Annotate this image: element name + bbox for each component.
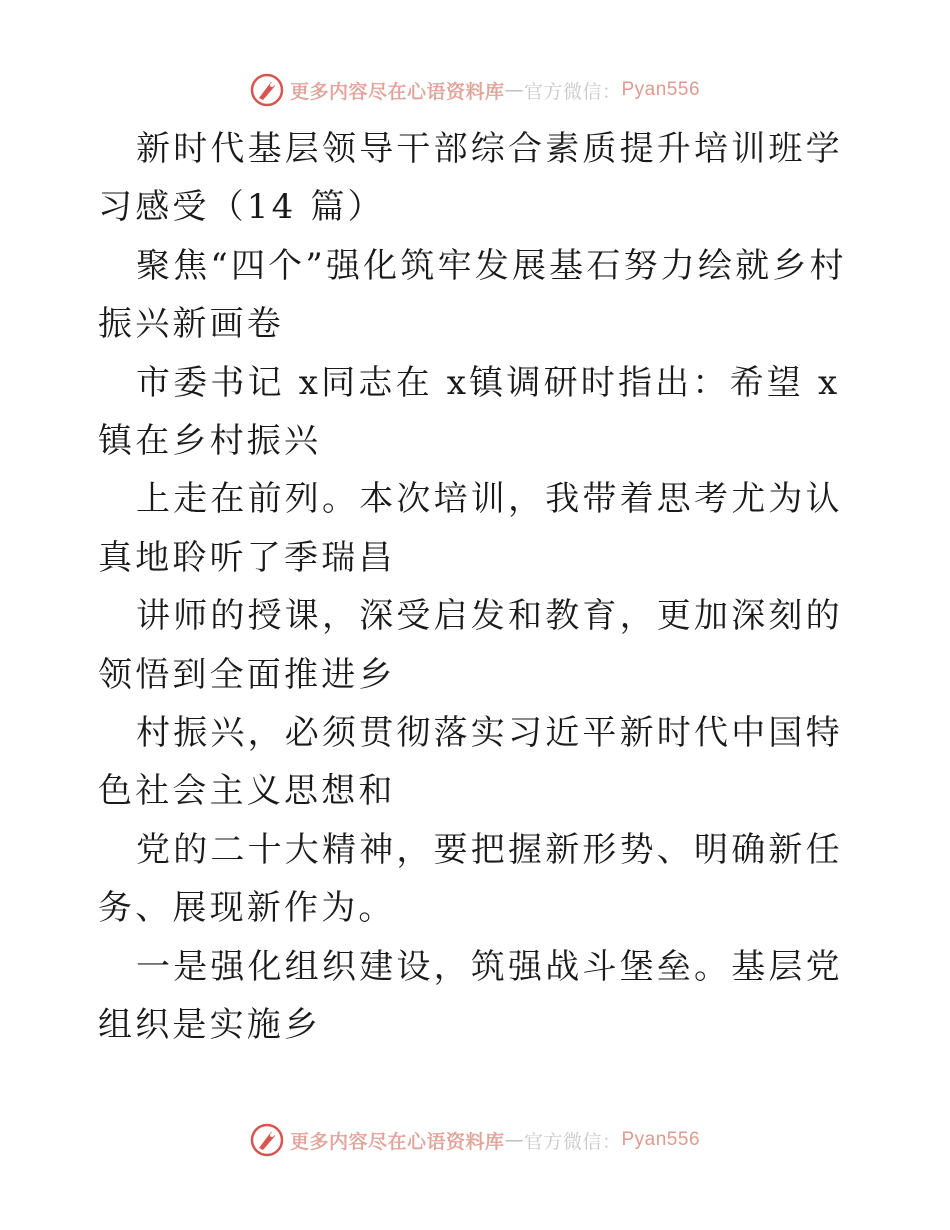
body-paragraph: 村振兴，必须贯彻落实习近平新时代中国特色社会主义思想和	[98, 713, 843, 812]
watermark-wechat-label: 官方微信：	[523, 80, 622, 103]
document-body	[98, 120, 858, 1055]
watermark-wechat-id: Pyan556	[621, 79, 701, 100]
watermark-separator: —	[504, 79, 524, 101]
footer-watermark	[0, 1120, 950, 1160]
watermark-separator: —	[504, 1129, 524, 1151]
pen-nib-icon	[250, 73, 284, 107]
body-paragraph: 讲师的授课，深受启发和教育，更加深刻的领悟到全面推进乡	[98, 596, 843, 695]
document-title: 新时代基层领导干部综合素质提升培训班学习感受（14 篇）	[98, 129, 843, 228]
watermark-wechat-label: 官方微信：	[523, 1130, 622, 1153]
document-subtitle: 聚焦“四个”强化筑牢发展基石努力绘就乡村振兴新画卷	[98, 245, 847, 345]
watermark-site-text: 更多内容尽在心语资料库	[289, 80, 505, 103]
body-paragraph: 党的二十大精神，要把握新形势、明确新任务、展现新作为。	[98, 829, 843, 929]
header-watermark	[0, 70, 950, 110]
body-paragraph: 上走在前列。本次培训，我带着思考尤为认真地聆听了季瑞昌	[98, 479, 843, 578]
watermark-site-text: 更多内容尽在心语资料库	[289, 1130, 505, 1153]
body-paragraph: 市委书记 x同志在 x镇调研时指出：希望 x镇在乡村振兴	[98, 362, 841, 462]
watermark-wechat-id: Pyan556	[621, 1129, 701, 1150]
pen-nib-icon	[250, 1123, 284, 1157]
body-paragraph: 一是强化组织建设，筑强战斗堡垒。基层党组织是实施乡	[98, 946, 843, 1046]
